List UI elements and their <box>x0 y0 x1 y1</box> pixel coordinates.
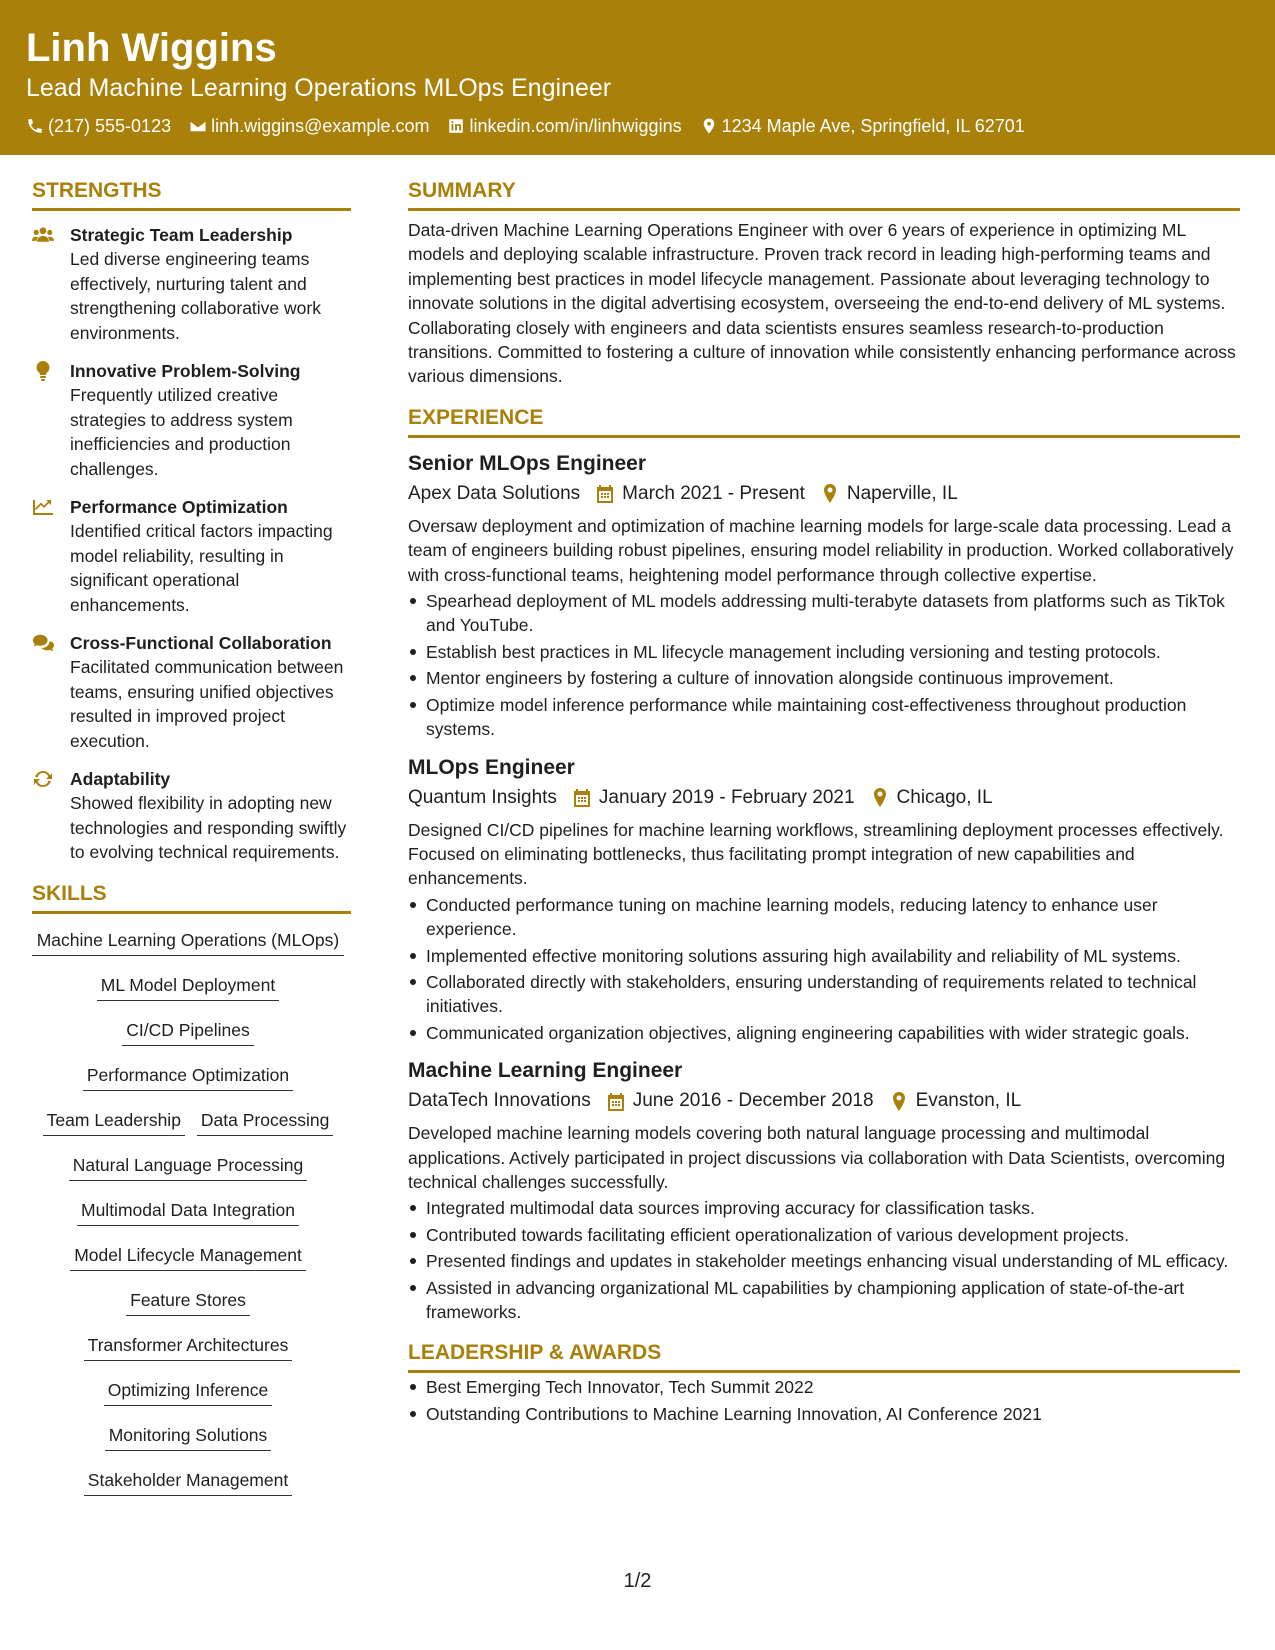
skill-tag: Data Processing <box>197 1108 333 1136</box>
job-title: Senior MLOps Engineer <box>408 451 647 475</box>
contact-email-text[interactable]: linh.wiggins@example.com <box>211 116 430 136</box>
skill-tag: Team Leadership <box>43 1108 185 1136</box>
job-location: Evanston, IL <box>915 1090 1022 1112</box>
job-bullet: Presented findings and updates in stakeholder meetings enhancing visual understanding of ML efficacy. <box>408 1249 1240 1273</box>
job-bullet: Optimize model inference performance while maintaining cost-effectiveness throughout production systems. <box>408 693 1240 742</box>
contact-bar <box>26 114 1249 138</box>
job-bullets <box>408 1196 1240 1324</box>
strength-title: Cross-Functional Collaboration <box>70 633 332 653</box>
award-item: Outstanding Contributions to Machine Learning Innovation, AI Conference 2021 <box>408 1402 1240 1426</box>
contact-address-text: 1234 Maple Ave, Springfield, IL 62701 <box>721 116 1025 136</box>
contact-email[interactable] <box>189 114 429 138</box>
strength-title: Innovative Problem-Solving <box>70 361 301 381</box>
contact-linkedin-text[interactable]: linkedin.com/in/linhwiggins <box>469 116 682 136</box>
job-entry <box>408 754 1240 1046</box>
strength-item <box>32 767 351 865</box>
left-column <box>32 176 351 1513</box>
strength-title: Performance Optimization <box>70 497 288 517</box>
comments-icon <box>32 633 54 653</box>
chart-line-icon <box>32 497 54 517</box>
job-title: Machine Learning Engineer <box>408 1059 683 1083</box>
contact-address <box>700 114 1025 138</box>
job-bullet: Conducted performance tuning on machine learning models, reducing latency to enhance user experience. <box>408 893 1240 942</box>
skills-list <box>32 928 344 1513</box>
resume-header <box>0 0 1275 155</box>
experience-section <box>408 403 1240 1325</box>
contact-phone <box>26 114 171 138</box>
sync-icon <box>32 769 54 789</box>
summary-text: Data-driven Machine Learning Operations Engineer with over 6 years of experience in optimizing ML models and deploying scalable infrastructure. Proven track record in leading high-performing teams and implementing best practices in model lifecycle management. Passionate about leveraging technology to innovate solutions in the digital advertising ecosystem, overseeing the end-to-end delivery of ML systems. Collaborating closely with engineers and data scientists ensures seamless research-to-production transitions. Committed to fostering a culture of innovation while consistently enhancing performance across various dimensions. <box>408 220 1236 387</box>
job-dates: January 2019 - February 2021 <box>598 786 855 808</box>
strength-title: Adaptability <box>70 769 171 789</box>
job-meta <box>408 480 1240 508</box>
skill-tag: Optimizing Inference <box>104 1378 273 1406</box>
job-bullet: Integrated multimodal data sources improving accuracy for classification tasks. <box>408 1196 1240 1220</box>
map-pin-icon <box>700 117 718 135</box>
skill-tag: Performance Optimization <box>83 1063 293 1091</box>
awards-section <box>408 1338 1240 1426</box>
job-bullet: Contributed towards facilitating efficient operationalization of various development projects. <box>408 1223 1240 1247</box>
skill-tag: Stakeholder Management <box>84 1468 292 1496</box>
map-pin-icon <box>871 788 889 807</box>
calendar-icon <box>607 1092 625 1111</box>
map-pin-icon <box>821 484 839 503</box>
experience-heading: EXPERIENCE <box>408 403 1240 438</box>
job-bullet: Communicated organization objectives, aligning engineering capabilities with wider strategic goals. <box>408 1021 1240 1045</box>
job-bullets <box>408 589 1240 741</box>
job-bullet: Establish best practices in ML lifecycle management including versioning and testing protocols. <box>408 640 1240 664</box>
summary-heading: SUMMARY <box>408 176 1240 211</box>
calendar-icon <box>573 788 591 807</box>
strength-desc: Identified critical factors impacting model reliability, resulting in significant operational enhancements. <box>70 521 333 615</box>
job-dates: March 2021 - Present <box>622 482 805 504</box>
map-pin-icon <box>890 1092 908 1111</box>
strengths-heading: STRENGTHS <box>32 176 351 211</box>
job-entry <box>408 1057 1240 1324</box>
skill-tag: Transformer Architectures <box>84 1333 293 1361</box>
linkedin-icon <box>447 117 465 135</box>
skill-tag: Model Lifecycle Management <box>70 1243 306 1271</box>
strength-item <box>32 495 351 617</box>
skill-tag: Multimodal Data Integration <box>77 1198 299 1226</box>
strength-desc: Frequently utilized creative strategies to address system inefficiencies and production challenges. <box>70 385 293 479</box>
calendar-icon <box>596 484 614 503</box>
skills-heading: SKILLS <box>32 879 351 914</box>
strength-desc: Led diverse engineering teams effectively, nurturing talent and strengthening collaborative work environments. <box>70 249 321 343</box>
lightbulb-icon <box>32 361 54 381</box>
job-entry <box>408 450 1240 742</box>
users-icon <box>32 225 54 245</box>
awards-list <box>408 1375 1240 1426</box>
strength-desc: Showed flexibility in adopting new technologies and responding swiftly to evolving technical requirements. <box>70 793 347 862</box>
job-meta <box>408 784 1240 812</box>
phone-icon <box>26 117 44 135</box>
job-bullet: Collaborated directly with stakeholders, ensuring understanding of requirements related to technical initiatives. <box>408 970 1240 1019</box>
job-dates: June 2016 - December 2018 <box>632 1090 874 1112</box>
job-meta <box>408 1087 1240 1115</box>
award-item: Best Emerging Tech Innovator, Tech Summit 2022 <box>408 1375 1240 1399</box>
job-bullet: Implemented effective monitoring solutions assuring high availability and reliability of ML systems. <box>408 944 1240 968</box>
strength-item <box>32 223 351 345</box>
skill-tag: CI/CD Pipelines <box>122 1018 254 1046</box>
job-description: Designed CI/CD pipelines for machine learning workflows, streamlining deployment processes effectively. Focused on eliminating bottlenecks, thus facilitating prompt integration of new capabilities and enhancements. <box>408 819 1224 889</box>
strength-item <box>32 359 351 481</box>
skill-tag: ML Model Deployment <box>97 973 279 1001</box>
job-bullet: Mentor engineers by fostering a culture of innovation alongside continuous improvement. <box>408 666 1240 690</box>
contact-phone-text: (217) 555-0123 <box>48 116 172 136</box>
skills-section <box>32 879 351 1513</box>
job-description: Oversaw deployment and optimization of machine learning models for large-scale data processing. Lead a team of engineers building robust pipelines, ensuring model reliability in production. Worked collaboratively with cross-functional teams, heightening model performance through collective expertise. <box>408 515 1234 585</box>
job-bullets <box>408 893 1240 1045</box>
page-number: 1/2 <box>623 1570 652 1592</box>
job-title: MLOps Engineer <box>408 755 575 779</box>
skill-tag: Natural Language Processing <box>69 1153 308 1181</box>
strength-item <box>32 631 351 753</box>
envelope-icon <box>189 117 207 135</box>
job-location: Chicago, IL <box>896 786 993 808</box>
skill-tag: Machine Learning Operations (MLOps) <box>32 928 344 956</box>
job-company: Apex Data Solutions <box>408 482 581 504</box>
candidate-name: Linh Wiggins <box>26 26 277 70</box>
job-bullet: Spearhead deployment of ML models addressing multi-terabyte datasets from platforms such as TikTok and YouTube. <box>408 589 1240 638</box>
job-company: DataTech Innovations <box>408 1090 591 1112</box>
contact-linkedin[interactable] <box>447 114 681 138</box>
skill-tag: Monitoring Solutions <box>105 1423 272 1451</box>
strengths-list <box>32 223 351 865</box>
strength-title: Strategic Team Leadership <box>70 225 293 245</box>
candidate-title: Lead Machine Learning Operations MLOps Engineer <box>26 74 612 102</box>
job-company: Quantum Insights <box>408 786 557 808</box>
job-description: Developed machine learning models covering both natural language processing and multimodal applications. Actively participated in project discussions via collaboration with Data Scientists, overcoming technical challenges successfully. <box>408 1123 1226 1192</box>
job-location: Naperville, IL <box>846 482 958 504</box>
right-column <box>408 176 1240 1428</box>
job-bullet: Assisted in advancing organizational ML capabilities by championing application of state-of-the-art frameworks. <box>408 1276 1240 1325</box>
strength-desc: Facilitated communication between teams, ensuring unified objectives resulted in improved project execution. <box>70 657 344 751</box>
awards-heading: LEADERSHIP & AWARDS <box>408 1338 1240 1373</box>
skill-tag: Feature Stores <box>126 1288 250 1316</box>
